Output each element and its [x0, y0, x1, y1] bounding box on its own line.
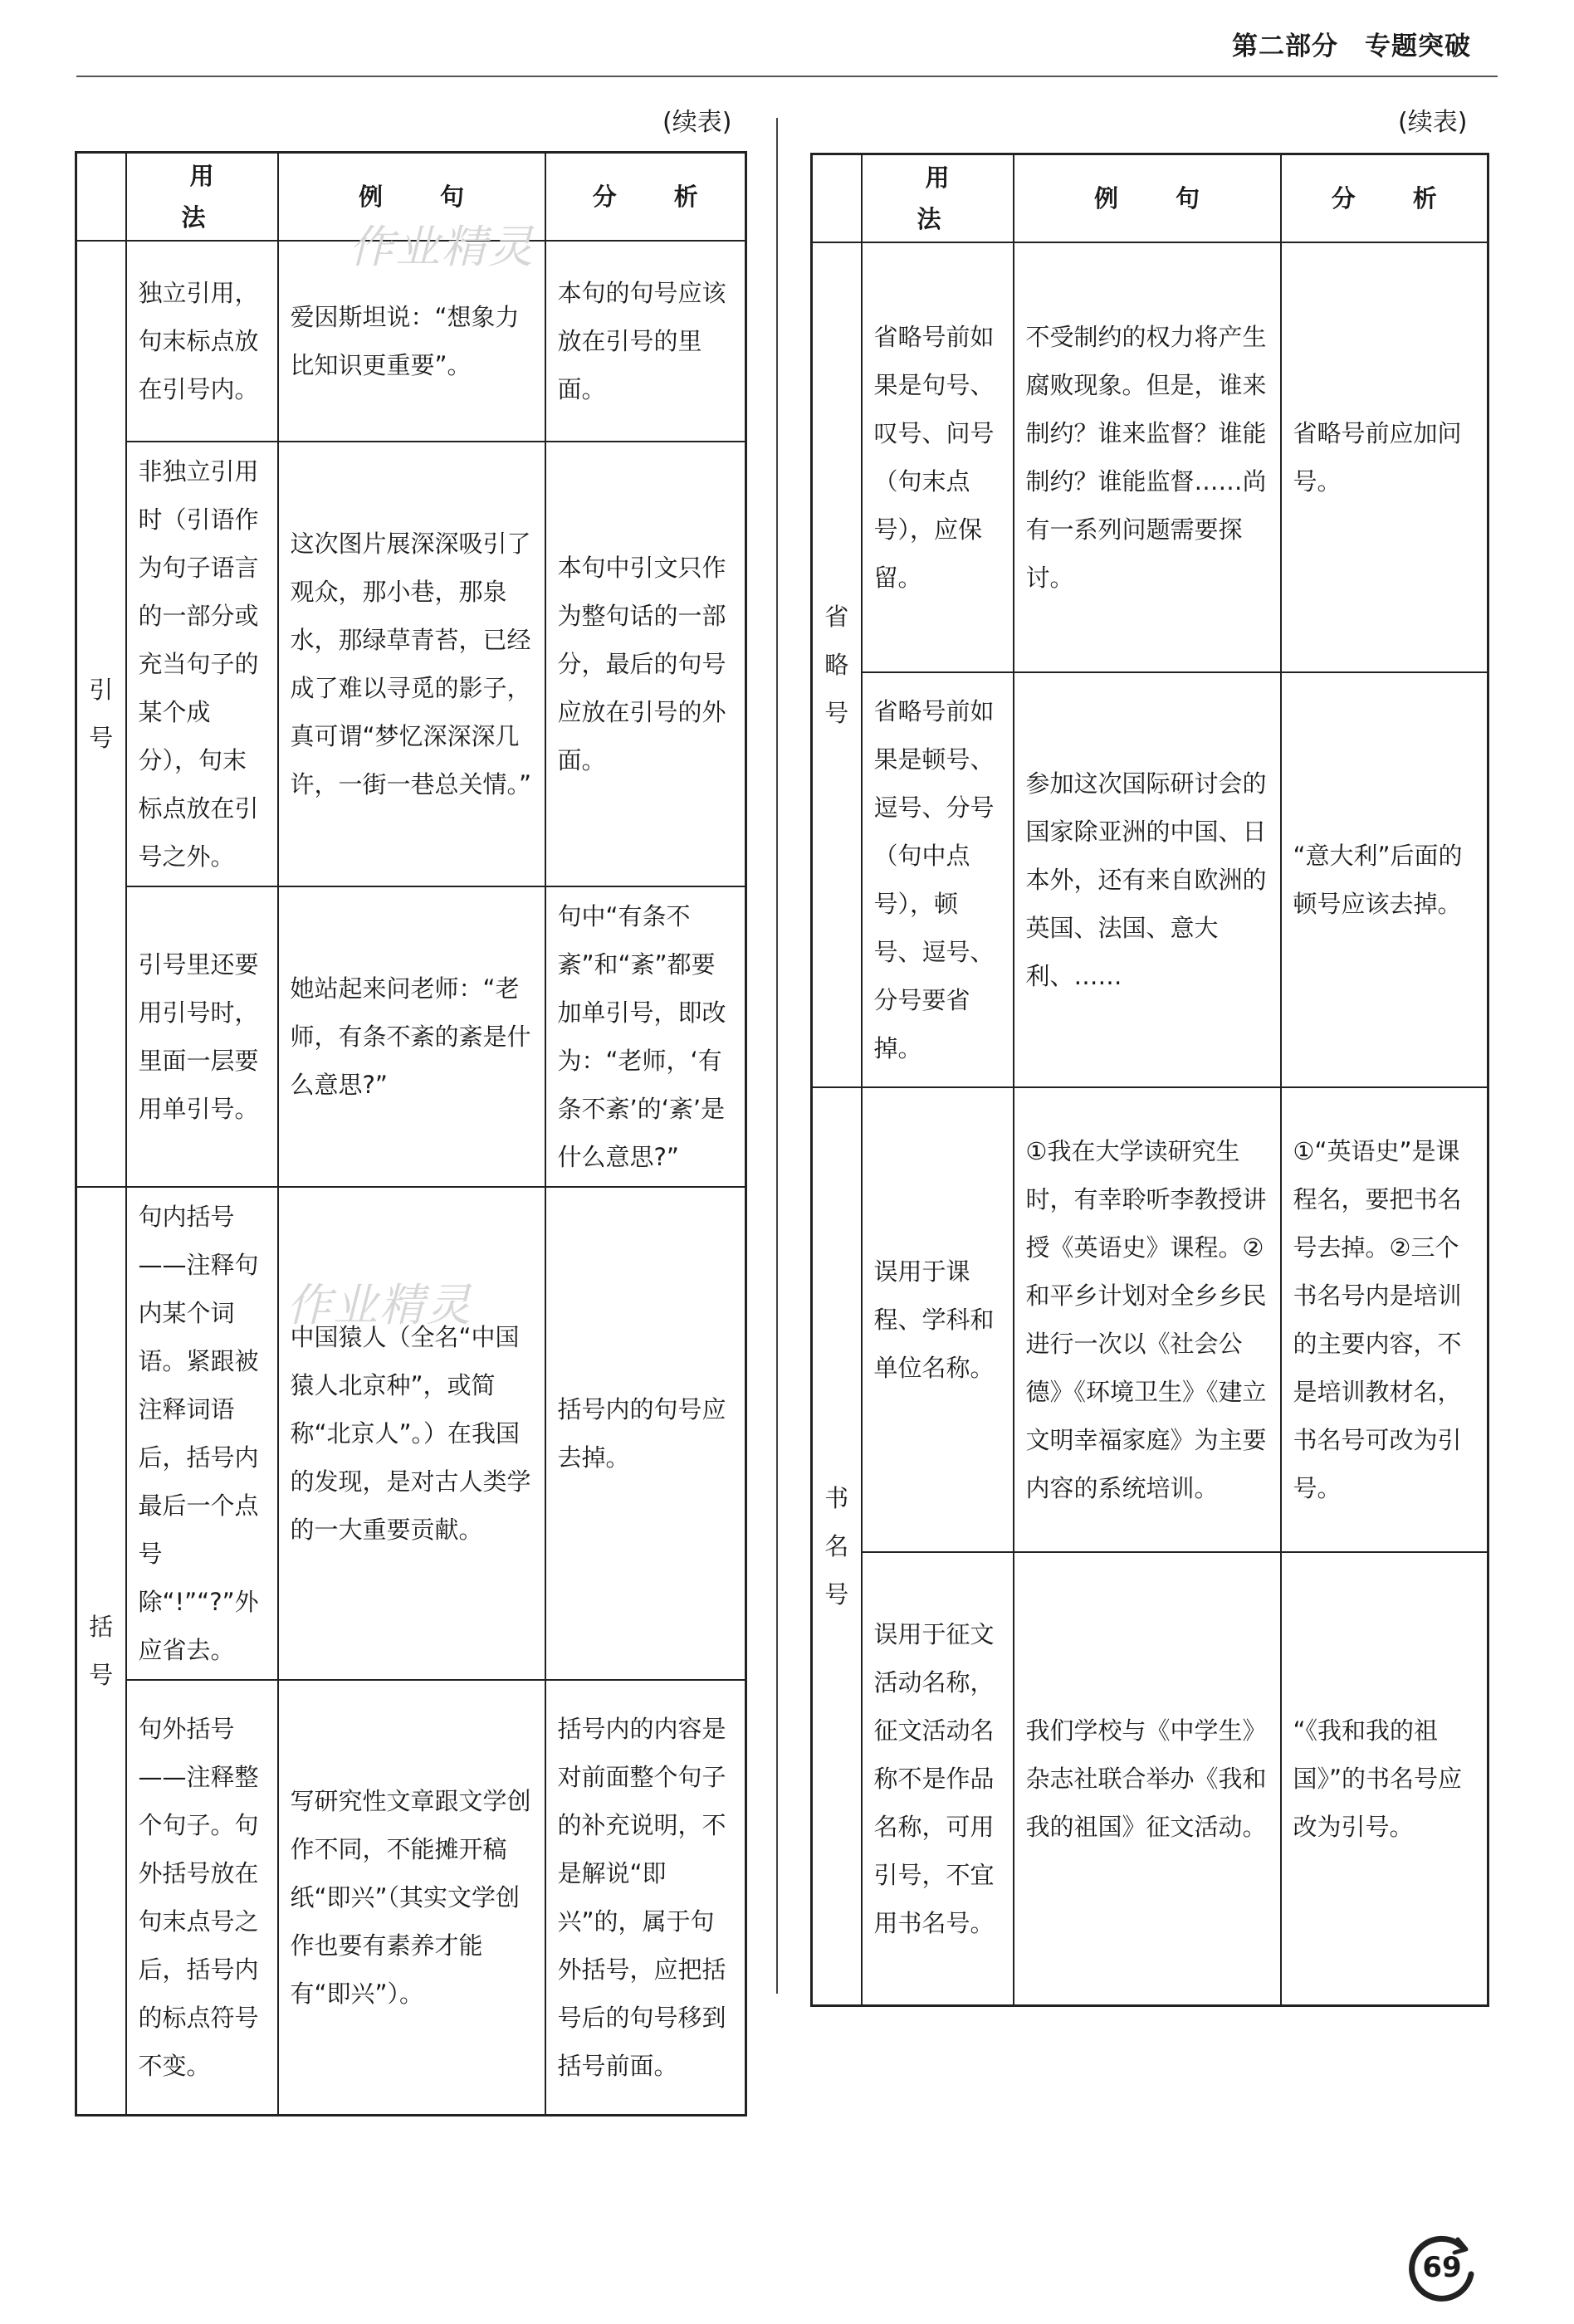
- header-category: [76, 153, 126, 242]
- example-cell: 我们学校与《中学生》杂志社联合举办《我和我的祖国》征文活动。: [1014, 1552, 1281, 2005]
- table-row: [76, 442, 746, 886]
- usage-cell: 误用于课程、学科和单位名称。: [862, 1087, 1014, 1552]
- left-punctuation-table: [75, 151, 747, 2116]
- usage-cell: 误用于征文活动名称，征文活动名称不是作品名称，可用引号，不宜用书名号。: [862, 1552, 1014, 2005]
- header-rule: [76, 76, 1498, 77]
- usage-cell: 非独立引用时（引语作为句子语言的一部分或充当句子的某个成分），句末标点放在引号之外。: [126, 442, 278, 886]
- example-cell: 参加这次国际研讨会的国家除亚洲的中国、日本外，还有来自欧洲的英国、法国、意大利、……: [1014, 672, 1281, 1087]
- usage-cell: 引号里还要用引号时，里面一层要用单引号。: [126, 886, 278, 1187]
- watermark: 作业精灵: [349, 221, 535, 273]
- analysis-cell: 本句中引文只作为整句话的一部分，最后的句号应放在引号的外面。: [545, 442, 746, 886]
- example-cell: 不受制约的权力将产生腐败现象。但是，谁来制约？谁来监督？谁能制约？谁能监督……尚有一系列问题需要探讨。: [1014, 242, 1281, 672]
- table-row: [812, 1552, 1488, 2005]
- analysis-cell: 括号内的内容是对前面整个句子的补充说明，不是解说“即兴”的，属于句外括号，应把括号后的句号移到括号前面。: [545, 1680, 746, 2115]
- table-header-row: [812, 154, 1488, 243]
- header-example: 例 句: [1014, 154, 1281, 243]
- analysis-cell: “《我和我的祖国》”的书名号应改为引号。: [1281, 1552, 1488, 2005]
- example-cell: ①我在大学读研究生时，有幸聆听李教授讲授《英语史》课程。②和平乡计划对全乡乡民进行一次以《社会公德》《环境卫生》《建立文明幸福家庭》为主要内容的系统培训。: [1014, 1087, 1281, 1552]
- analysis-cell: 省略号前应加问号。: [1281, 242, 1488, 672]
- page-number: 69: [1422, 2251, 1462, 2284]
- example-cell: 她站起来问老师：“老师，有条不紊的紊是什么意思?”: [278, 886, 545, 1187]
- table-row: [76, 886, 746, 1187]
- analysis-cell: 句中“有条不紊”和“紊”都要加单引号，即改为：“老师，‘有条不紊’的‘紊’是什么意思?”: [545, 886, 746, 1187]
- category-quotation-marks: 引 号: [76, 241, 126, 1187]
- analysis-cell: ①“英语史”是课程名，要把书名号去掉。②三个书名号内是培训的主要内容，不是培训教材名，书名号可改为引号。: [1281, 1087, 1488, 1552]
- table-row: [812, 672, 1488, 1087]
- category-book-title-marks: 书 名 号: [812, 1087, 862, 2005]
- category-ellipsis: 省 略 号: [812, 242, 862, 1087]
- header-analysis: 分 析: [545, 153, 746, 242]
- section-title: 第二部分 专题突破: [1232, 32, 1471, 61]
- category-parentheses: 括 号: [76, 1187, 126, 2115]
- header-category: [812, 154, 862, 243]
- column-divider: [776, 118, 778, 1994]
- continued-label-left: (续表): [662, 108, 732, 137]
- usage-cell: 省略号前如果是句号、叹号、问号（句末点号），应保留。: [862, 242, 1014, 672]
- usage-cell: 句外括号——注释整个句子。句外括号放在句末点号之后，括号内的标点符号不变。: [126, 1680, 278, 2115]
- header-usage: 用 法: [126, 153, 278, 242]
- analysis-cell: “意大利”后面的顿号应该去掉。: [1281, 672, 1488, 1087]
- example-cell: 中国猿人（全名“中国猿人北京种”，或简称“北京人”。）在我国的发现，是对古人类学的一大重要贡献。: [278, 1187, 545, 1680]
- header-analysis: 分 析: [1281, 154, 1488, 243]
- example-cell: 爱因斯坦说：“想象力比知识更重要”。: [278, 241, 545, 442]
- usage-cell: 省略号前如果是顿号、逗号、分号（句中点号），顿号、逗号、分号要省掉。: [862, 672, 1014, 1087]
- example-cell: 写研究性文章跟文学创作不同，不能摊开稿纸“即兴”（其实文学创作也要有素养才能有“即兴”）。: [278, 1680, 545, 2115]
- watermark: 作业精灵: [286, 1279, 472, 1331]
- header-example: 例 句: [278, 153, 545, 242]
- table-row: [76, 1680, 746, 2115]
- usage-cell: 独立引用，句末标点放在引号内。: [126, 241, 278, 442]
- usage-cell: 句内括号——注释句内某个词语。紧跟被注释词语后，括号内最后一个点号除“!”“?”外应省去。: [126, 1187, 278, 1680]
- continued-label-right: (续表): [1398, 108, 1468, 137]
- right-punctuation-table: [810, 153, 1489, 2007]
- analysis-cell: 括号内的句号应去掉。: [545, 1187, 746, 1680]
- table-row: [812, 1087, 1488, 1552]
- table-row: [76, 1187, 746, 1680]
- page-number-badge: [1406, 2234, 1478, 2306]
- table-row: [812, 242, 1488, 672]
- header-usage: 用 法: [862, 154, 1014, 243]
- example-cell: 这次图片展深深吸引了观众，那小巷，那泉水，那绿草青苔，已经成了难以寻觅的影子，真可谓“梦忆深深深几许，一街一巷总关情。”: [278, 442, 545, 886]
- analysis-cell: 本句的句号应该放在引号的里面。: [545, 241, 746, 442]
